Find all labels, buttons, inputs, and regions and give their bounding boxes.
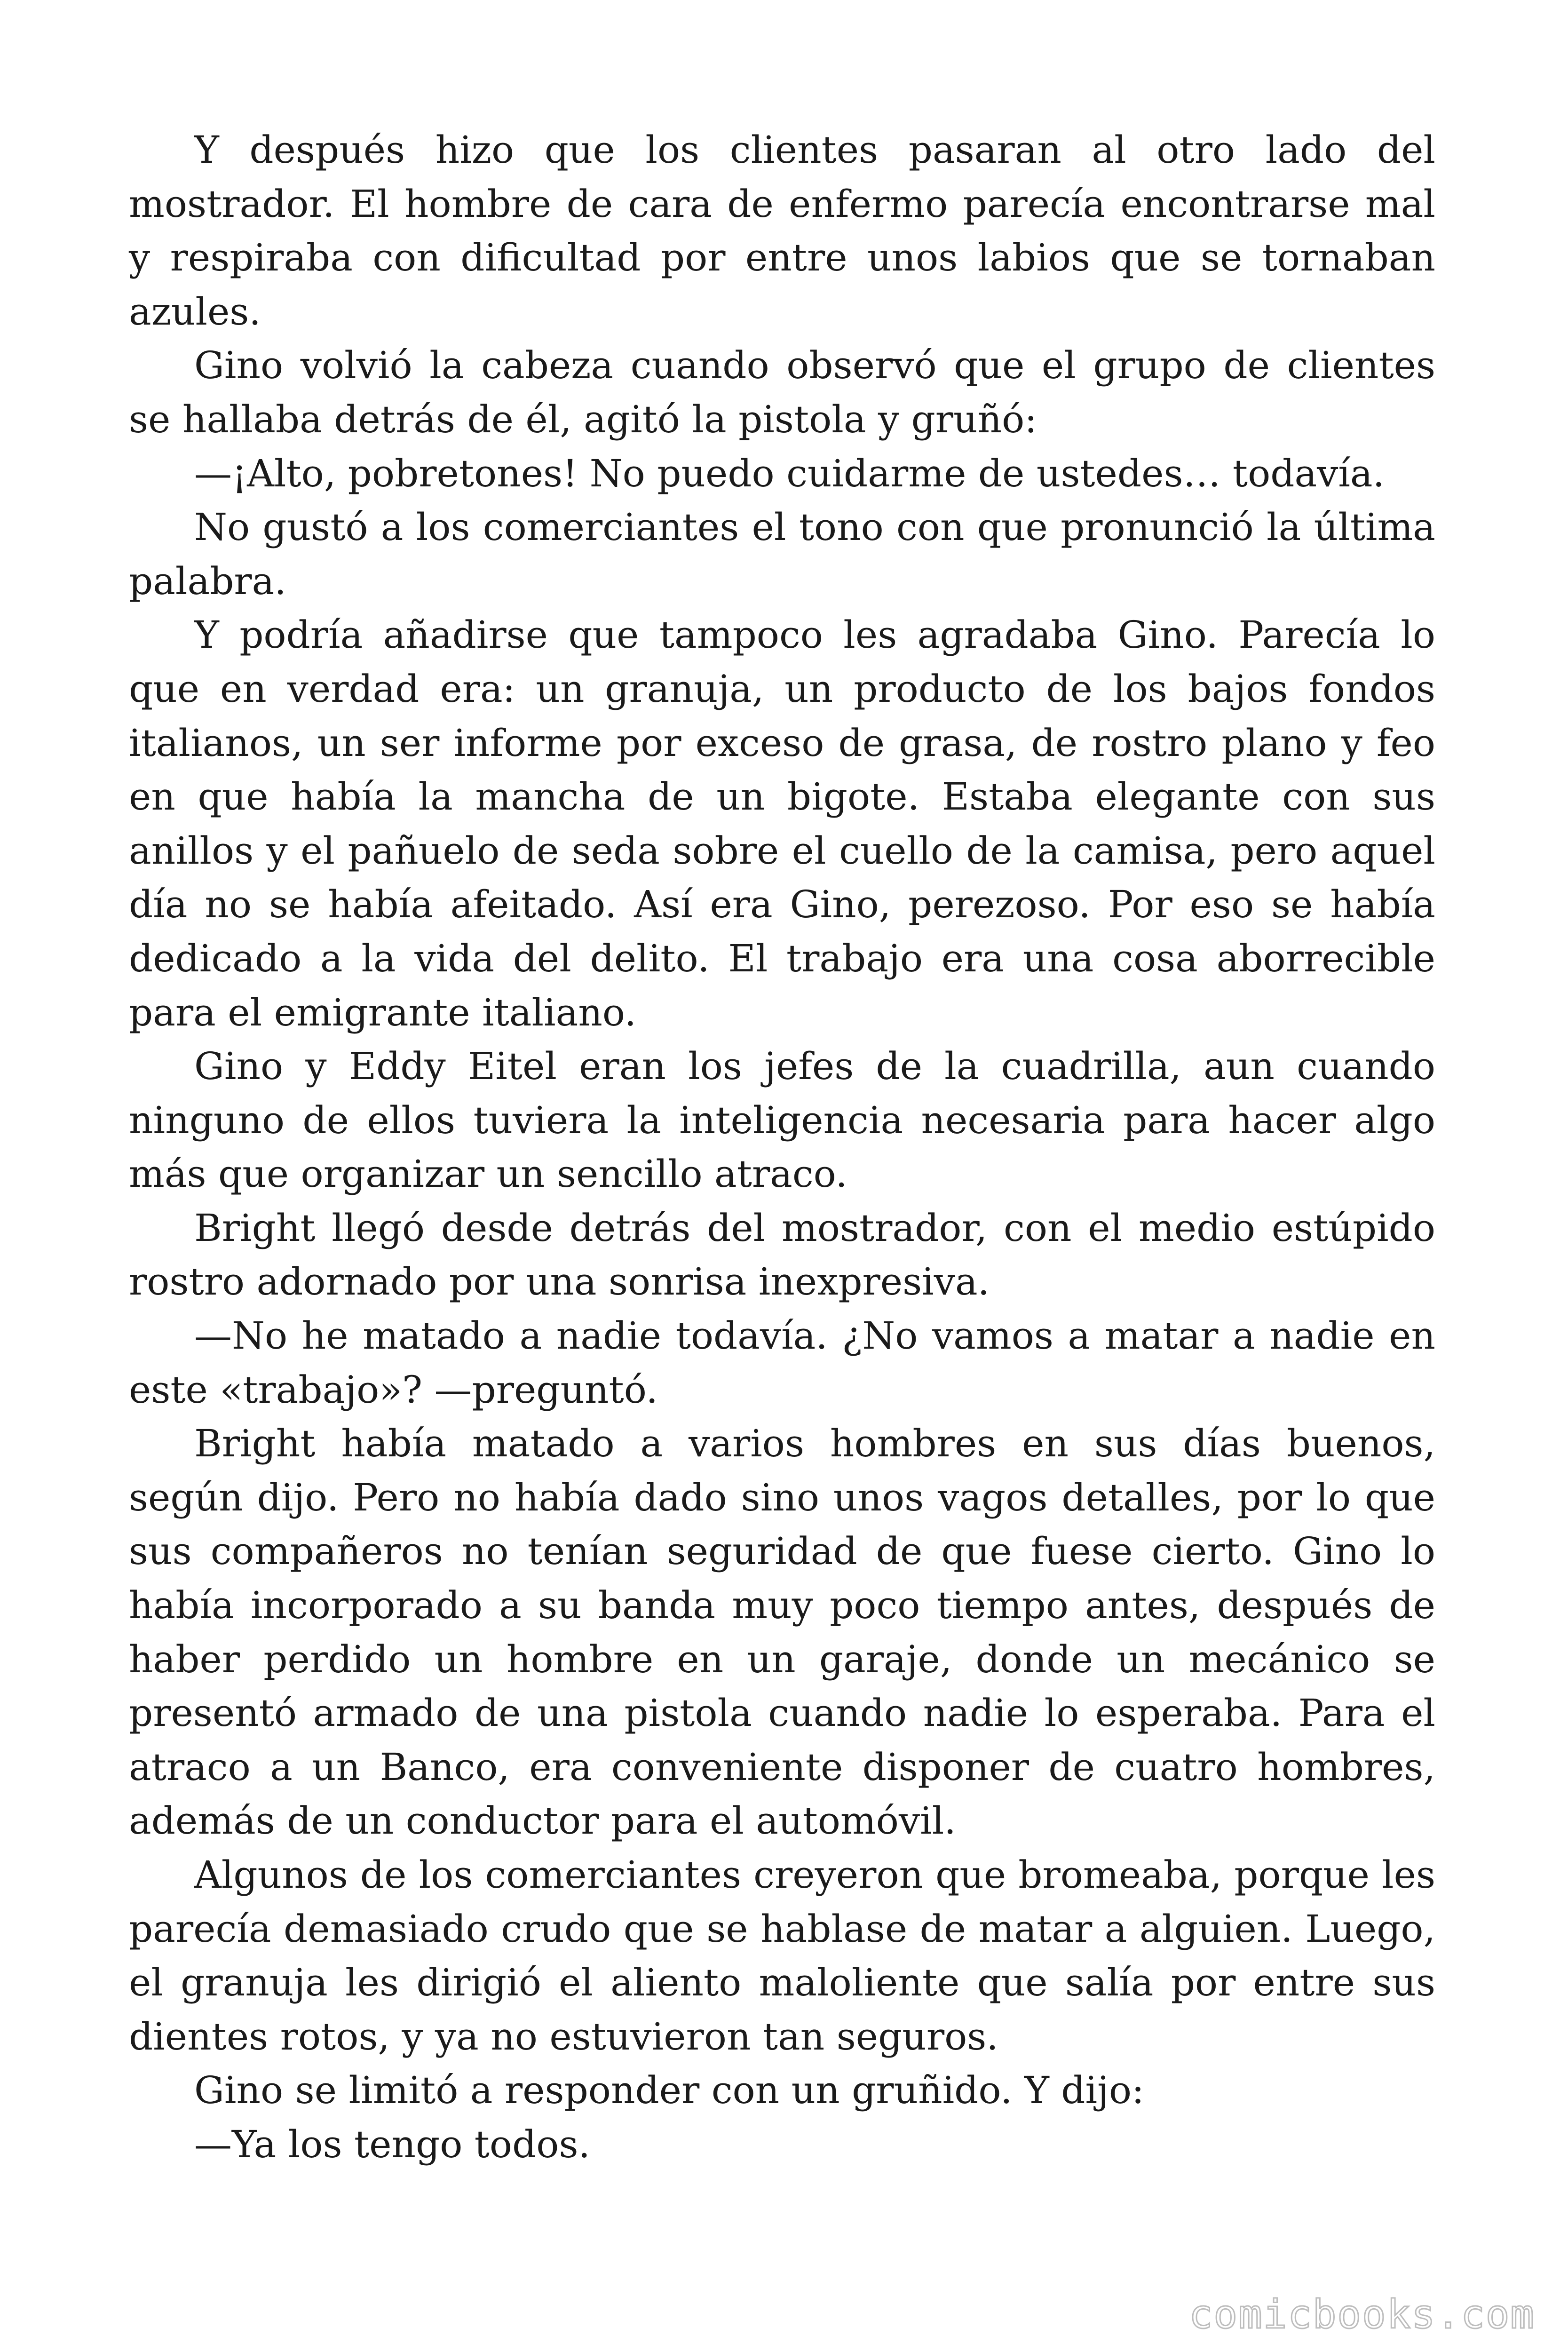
body-text (129, 123, 1435, 2172)
paragraph: —Ya los tengo todos. (194, 2122, 590, 2166)
paragraph: Algunos de los comerciantes creyeron que bromeaba, porque les parecía demasiado crudo que se hablase de matar a alguien. Luego, el granuja les dirigió el aliento maloliente que salía por entre sus dientes rotos, y ya no estuvieron tan seguros. (129, 1853, 1435, 2058)
paragraph: Bright llegó desde detrás del mostrador, con el medio estúpido rostro adornado por una sonrisa inexpresiva. (129, 1206, 1435, 1304)
paragraph: Gino volvió la cabeza cuando observó que el grupo de clientes se hallaba detrás de él, agitó la pistola y gruñó: (129, 343, 1435, 441)
paragraph: No gustó a los comerciantes el tono con que pronunció la última palabra. (129, 505, 1435, 603)
paragraph: Gino y Eddy Eitel eran los jefes de la cuadrilla, aun cuando ninguno de ellos tuviera la inteligencia necesaria para hacer algo más que organizar un sencillo atraco. (129, 1044, 1435, 1196)
paragraph: —No he matado a nadie todavía. ¿No vamos a matar a nadie en este «trabajo»? —preguntó. (129, 1314, 1435, 1412)
paragraph: Gino se limitó a responder con un gruñido. Y dijo: (194, 2068, 1144, 2113)
paragraph: Y después hizo que los clientes pasaran al otro lado del mostrador. El hombre de cara de enfermo parecía encontrarse mal y respiraba con dificultad por entre unos labios que se tornaban azules. (129, 128, 1435, 334)
watermark: comicbooks.com (1188, 2291, 1535, 2337)
paragraph: Bright había matado a varios hombres en sus días buenos, según dijo. Pero no había dado sino unos vagos detalles, por lo que sus compañeros no tenían seguridad de que fuese cierto. Gino lo había incorporado a su banda muy poco tiempo antes, después de haber perdido un hombre en un garaje, donde un mecánico se presentó armado de una pistola cuando nadie lo esperaba. Para el atraco a un Banco, era conveniente disponer de cuatro hombres, además de un conductor para el automóvil. (129, 1422, 1435, 1843)
paragraph: Y podría añadirse que tampoco les agradaba Gino. Parecía lo que en verdad era: un granuja, un producto de los bajos fondos italianos, un ser informe por exceso de grasa, de rostro plano y feo en que había la mancha de un bigote. Estaba elegante con sus anillos y el pañuelo de seda sobre el cuello de la camisa, pero aquel día no se había afeitado. Así era Gino, perezoso. Por eso se había dedicado a la vida del delito. El trabajo era una cosa aborrecible para el emigrante italiano. (129, 613, 1435, 1034)
paragraph: —¡Alto, pobretones! No puedo cuidarme de ustedes… todavía. (194, 451, 1385, 495)
